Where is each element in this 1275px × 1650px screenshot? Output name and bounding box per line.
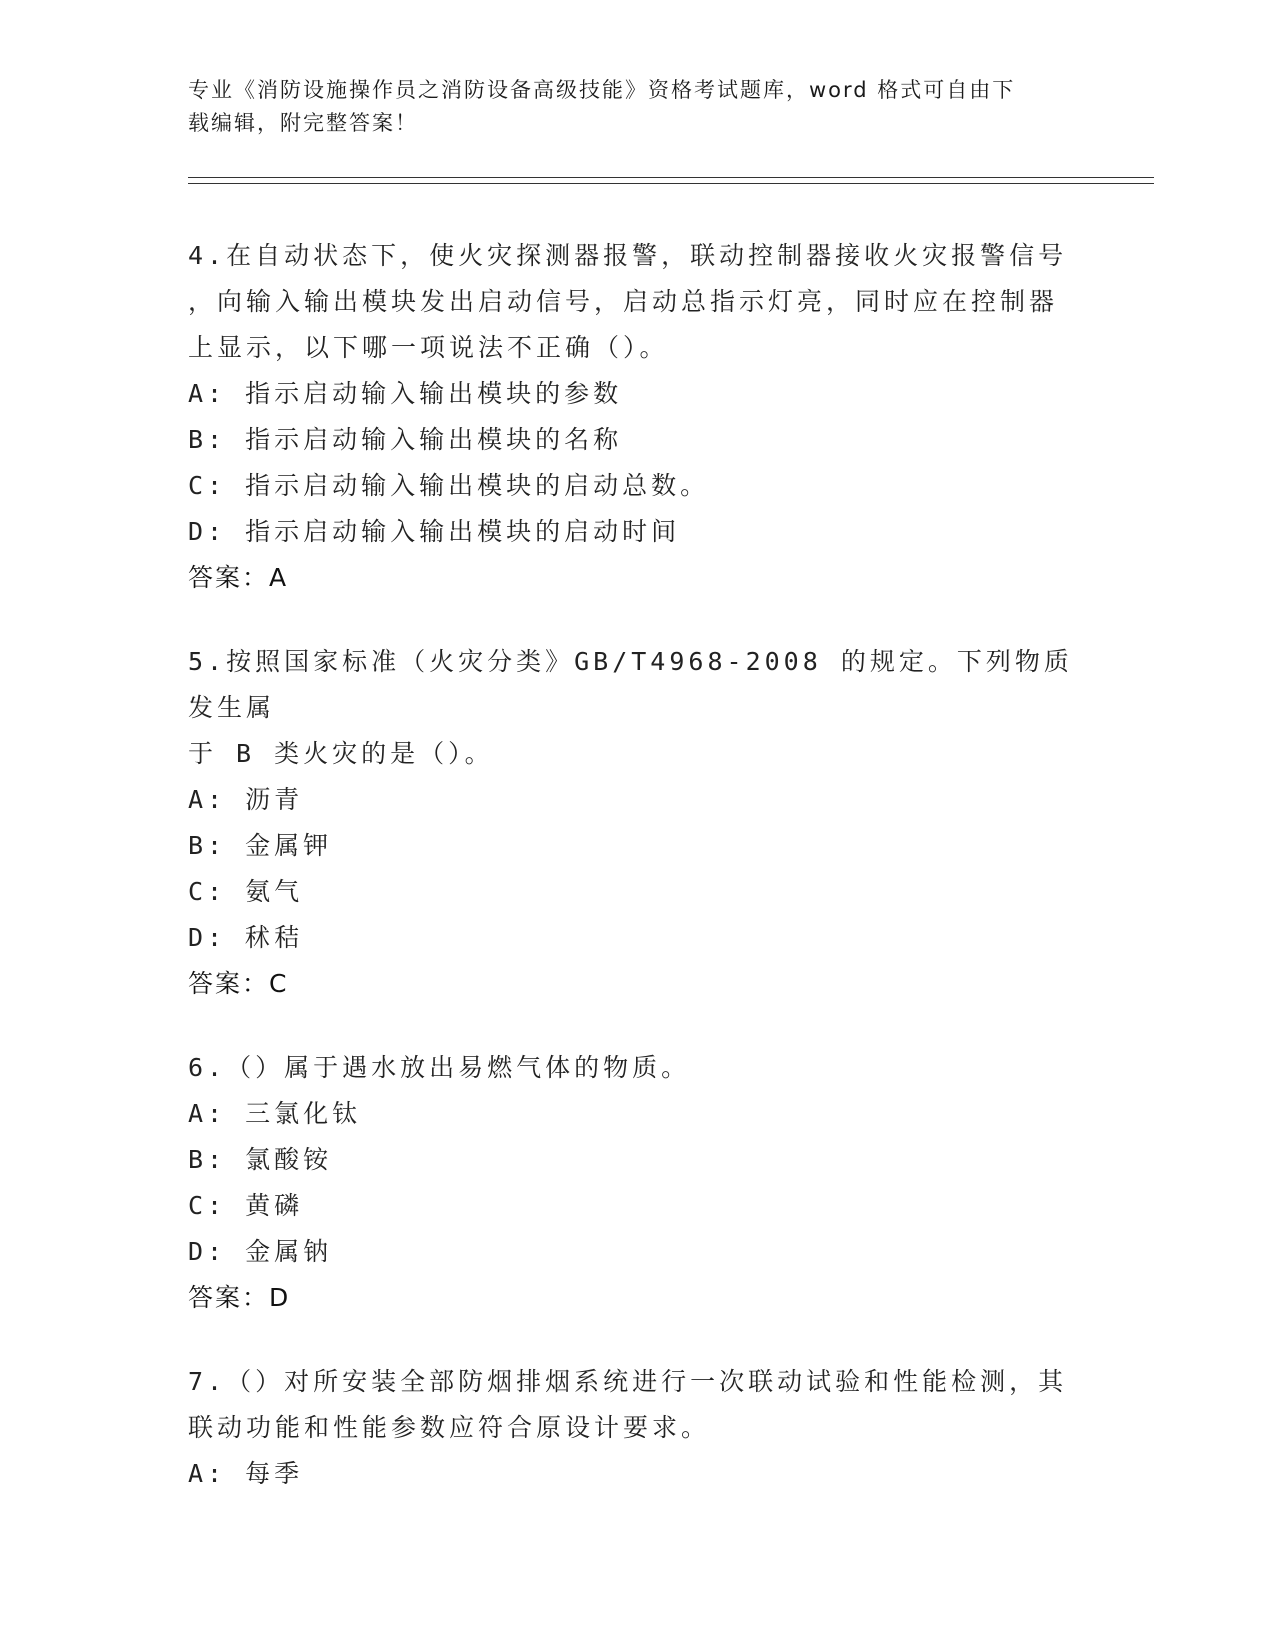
question-5 [188,639,1088,1007]
question-7 [188,1359,1088,1497]
option-d: D: 指示启动输入输出模块的启动时间 [188,517,681,546]
header-double-rule [188,177,1154,184]
answer-line: 答案：A [188,563,289,592]
header-line-2: 载编辑，附完整答案！ [188,111,418,135]
answer-line: 答案：C [188,969,289,998]
option-a: A: 每季 [188,1459,304,1488]
question-text-line: 上显示，以下哪一项说法不正确（）。 [188,333,669,362]
option-c: C: 氨气 [188,877,304,906]
option-b: B: 金属钾 [188,831,333,860]
option-d: D: 金属钠 [188,1237,333,1266]
question-text-line: 7.（）对所安装全部防烟排烟系统进行一次联动试验和性能检测，其 [188,1367,1068,1396]
question-6 [188,1045,1088,1321]
option-c: C: 黄磷 [188,1191,304,1220]
option-d: D: 秫秸 [188,923,304,952]
document-header [188,74,1068,140]
question-text-line: 4.在自动状态下，使火灾探测器报警，联动控制器接收火灾报警信号 [188,241,1068,270]
question-text-line: 联动功能和性能参数应符合原设计要求。 [188,1413,711,1442]
question-text-line: ，向输入输出模块发出启动信号，启动总指示灯亮，同时应在控制器 [188,287,1059,316]
option-a: A: 沥青 [188,785,304,814]
option-b: B: 氯酸铵 [188,1145,333,1174]
option-b: B: 指示启动输入输出模块的名称 [188,425,623,454]
answer-line: 答案：D [188,1283,291,1312]
question-text-line: 6.（）属于遇水放出易燃气体的物质。 [188,1053,691,1082]
question-text-line: 5.按照国家标准（火灾分类》GB/T4968-2008 的规定。下列物质发生属 [188,647,1073,722]
question-text-line: 于 B 类火灾的是（）。 [188,739,494,768]
option-a: A: 三氯化钛 [188,1099,362,1128]
header-line-1: 专业《消防设施操作员之消防设备高级技能》资格考试题库，word 格式可自由下 [188,78,1016,102]
option-a: A: 指示启动输入输出模块的参数 [188,379,623,408]
question-list [188,233,1088,1535]
question-4 [188,233,1088,601]
option-c: C: 指示启动输入输出模块的启动总数。 [188,471,710,500]
